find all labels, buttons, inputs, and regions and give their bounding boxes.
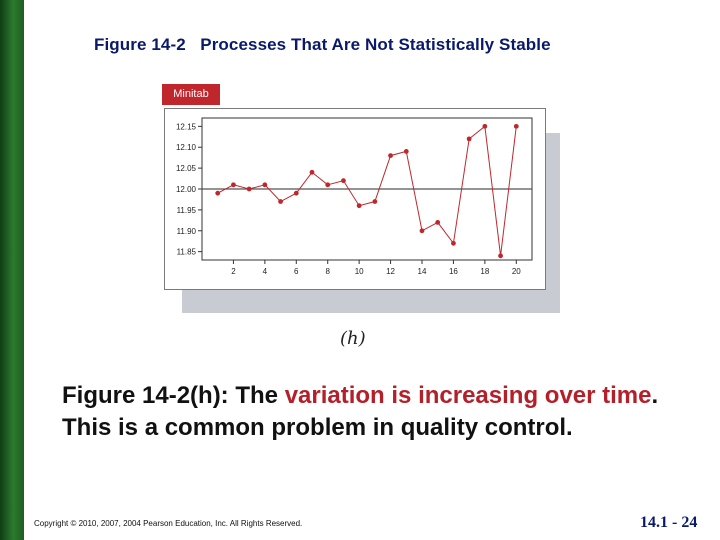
side-accent-bar (0, 0, 24, 540)
data-point (404, 149, 409, 154)
data-point (231, 182, 236, 187)
y-tick-label: 11.85 (176, 247, 196, 257)
caption-text-end: . This is a common problem in quality control. (62, 382, 659, 441)
data-point (498, 253, 503, 258)
x-tick-label: 2 (231, 267, 236, 276)
x-tick-label: 16 (448, 267, 458, 276)
data-point (247, 187, 252, 192)
minitab-badge: Minitab (162, 84, 220, 105)
data-point (262, 182, 267, 187)
y-tick-label: 12.10 (175, 143, 196, 153)
data-point (451, 241, 456, 246)
data-point (420, 228, 425, 233)
y-tick-label: 12.15 (175, 122, 196, 132)
data-point (310, 170, 315, 175)
y-tick-label: 11.95 (176, 205, 196, 215)
data-point (514, 124, 519, 129)
y-tick-label: 11.90 (176, 226, 196, 236)
data-point (215, 191, 220, 196)
x-tick-label: 6 (294, 267, 299, 276)
y-tick-label: 12.05 (175, 164, 196, 174)
x-tick-label: 4 (262, 267, 268, 276)
data-point (325, 182, 330, 187)
copyright-notice: Copyright © 2010, 2007, 2004 Pearson Education, Inc. All Rights Reserved. (34, 519, 303, 528)
data-point (467, 136, 472, 141)
panel-label: (h) (340, 328, 366, 349)
control-chart (164, 108, 544, 288)
x-tick-label: 8 (325, 267, 330, 276)
data-point (388, 153, 393, 158)
data-point (294, 191, 299, 196)
data-point (278, 199, 283, 204)
x-tick-label: 20 (511, 267, 521, 276)
figure-title: Figure 14-2 Processes That Are Not Statistically Stable (94, 35, 551, 54)
caption (62, 380, 702, 444)
caption-highlight: variation is increasing over time (284, 382, 652, 409)
x-tick-label: 14 (417, 267, 427, 276)
data-point (435, 220, 440, 225)
data-point (482, 124, 487, 129)
caption-text-start: Figure 14-2(h): The (62, 382, 285, 409)
series-line (218, 126, 517, 255)
data-point (341, 178, 346, 183)
data-point (357, 203, 362, 208)
slide-number: 14.1 - 24 (640, 514, 698, 531)
data-point (372, 199, 377, 204)
x-tick-label: 10 (354, 267, 364, 276)
y-tick-label: 12.00 (175, 185, 196, 194)
x-tick-label: 12 (386, 267, 396, 276)
x-tick-label: 18 (480, 267, 490, 276)
